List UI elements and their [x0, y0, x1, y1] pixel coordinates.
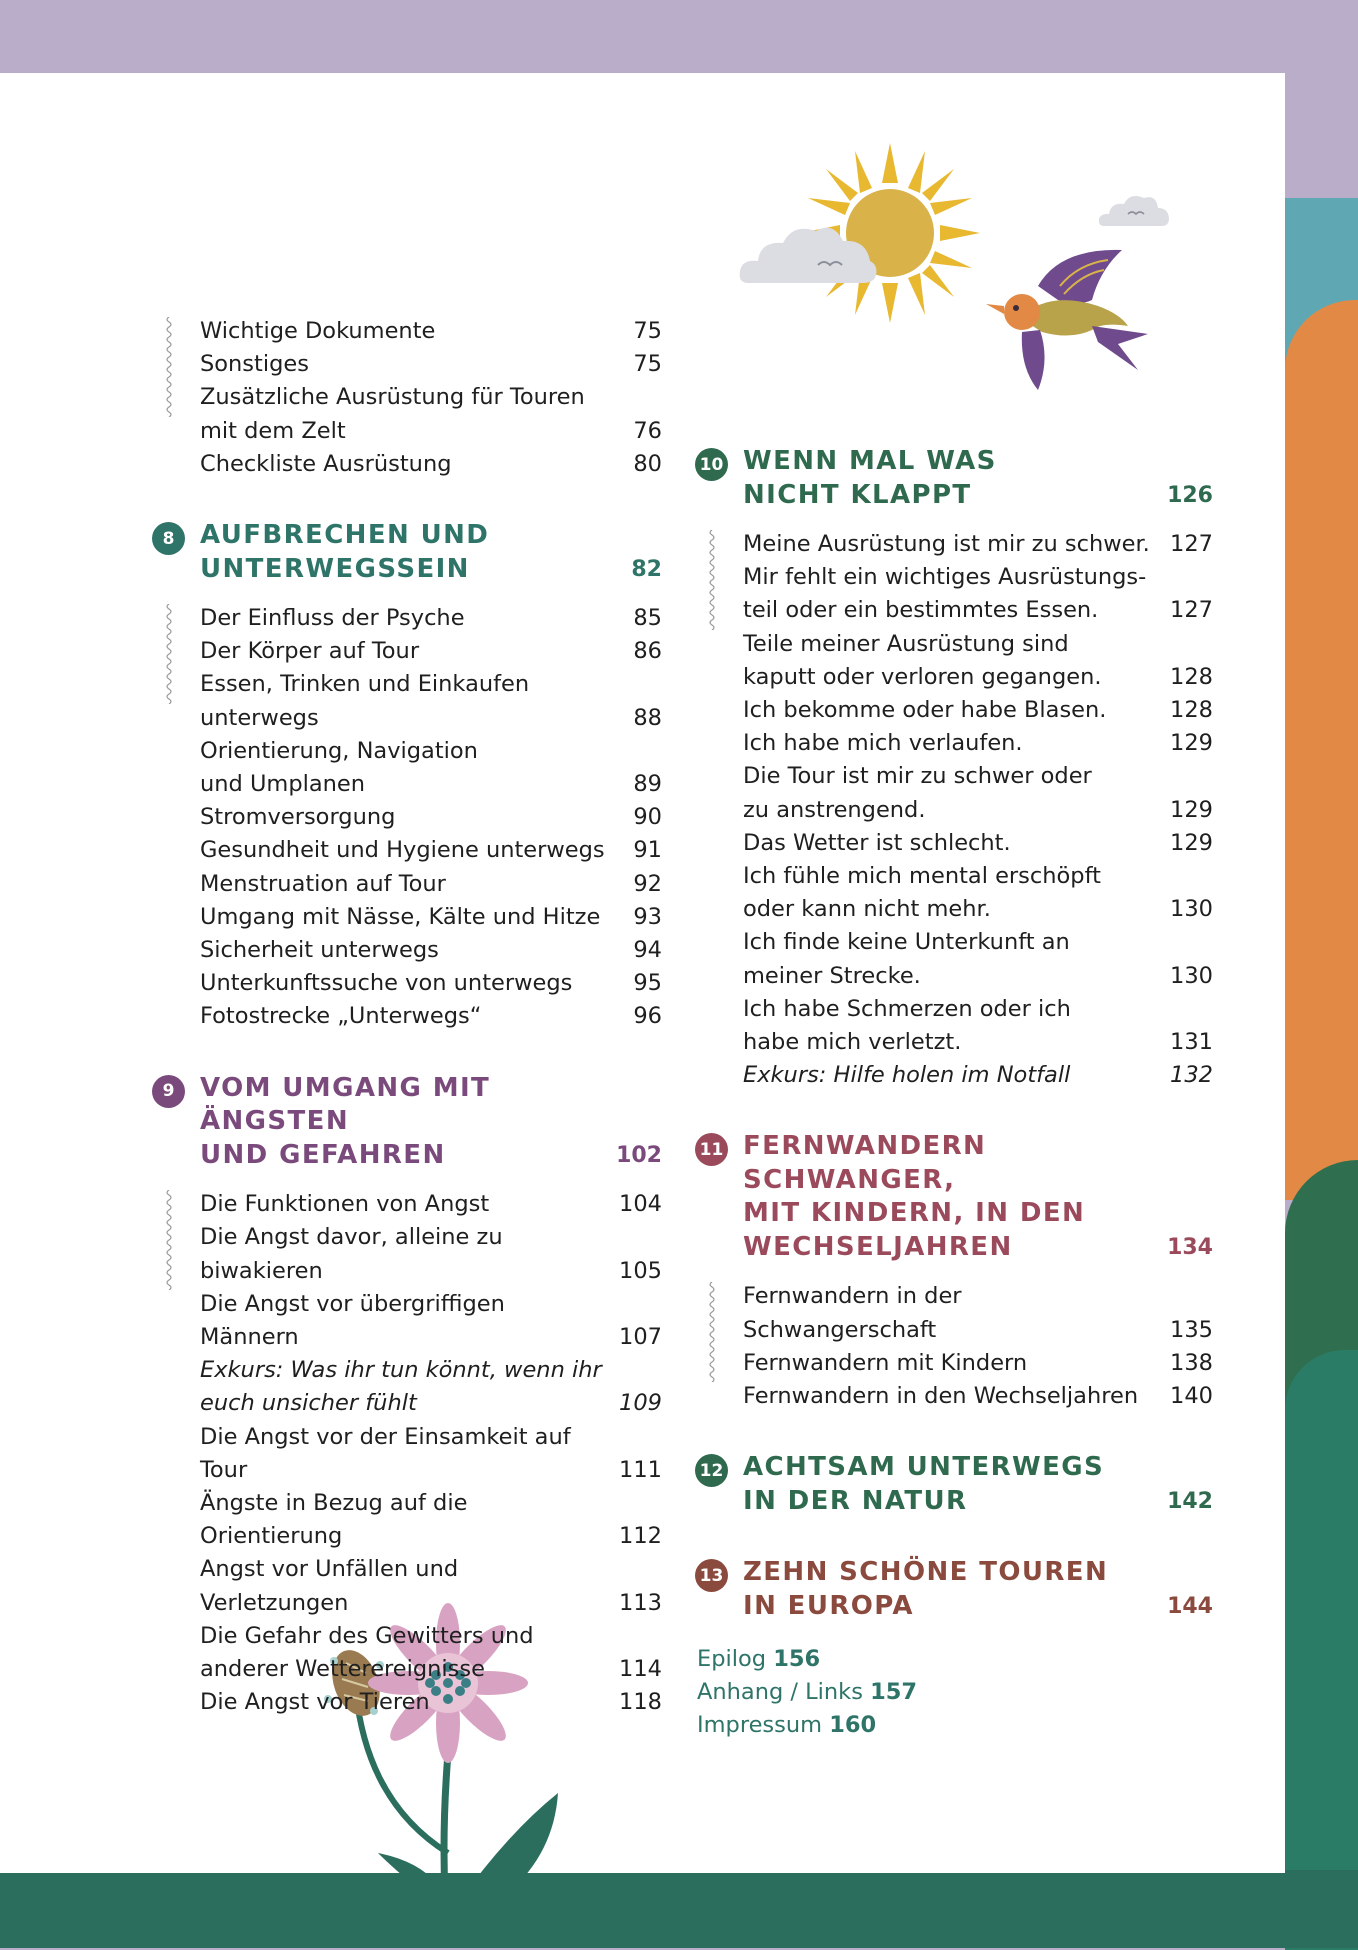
- chapter-title: ZEHN SCHÖNE TOUREN IN EUROPA: [743, 1557, 1109, 1621]
- toc-entry-page: 95: [633, 970, 662, 997]
- toc-entry[interactable]: [743, 1059, 1213, 1092]
- toc-entry-title: Ich habe Schmerzen oder ich habe mich verletzt.: [743, 995, 1071, 1056]
- toc-entry-page: 76: [633, 417, 662, 444]
- toc-entry-title: Die Angst vor Tieren: [200, 1689, 430, 1716]
- chapter-number-badge: 10: [695, 448, 728, 481]
- toc-entry-page: 113: [619, 1589, 662, 1616]
- toc-entry[interactable]: [200, 381, 662, 447]
- cloud-icon: [738, 213, 878, 288]
- toc-entry-title: Sicherheit unterwegs: [200, 937, 439, 964]
- toc-entry-page: 75: [633, 318, 662, 344]
- background-orange-band: [1285, 300, 1358, 1200]
- toc-entry-page: 105: [619, 1257, 662, 1284]
- toc-entry[interactable]: [200, 934, 662, 967]
- toc-entry-title: Orientierung, Navigation und Umplanen: [200, 737, 478, 798]
- toc-entry[interactable]: [200, 668, 662, 734]
- wavy-line: [707, 530, 717, 630]
- toc-entry-page: 138: [1170, 1349, 1213, 1376]
- toc-entry[interactable]: [743, 561, 1213, 627]
- toc-entry-page: 107: [619, 1323, 662, 1350]
- toc-entry-page: 130: [1170, 896, 1213, 923]
- toc-entry[interactable]: [200, 1686, 662, 1719]
- toc-entry-list: [150, 1188, 662, 1719]
- toc-entry-page: 96: [633, 1003, 662, 1030]
- toc-entry-page: 90: [633, 804, 662, 831]
- extra-page: 160: [829, 1712, 877, 1739]
- toc-entry[interactable]: [200, 735, 662, 801]
- toc-extras: [697, 1643, 917, 1743]
- toc-entry-title: Essen, Trinken und Einkaufen unterwegs: [200, 671, 530, 731]
- toc-entry-list: [693, 528, 1213, 1092]
- extra-label: Impressum: [697, 1712, 823, 1739]
- toc-entry[interactable]: [200, 1288, 662, 1354]
- toc-entry-page: 104: [619, 1191, 662, 1218]
- toc-entry-title: Die Tour ist mir zu schwer oder zu anstrengend.: [743, 763, 1092, 823]
- toc-entry[interactable]: [743, 760, 1213, 826]
- toc-entry-title: Gesundheit und Hygiene unterwegs: [200, 837, 605, 864]
- toc-entry-page: 118: [619, 1689, 662, 1716]
- toc-entry-list: [693, 1280, 1213, 1413]
- toc-entry-page: 140: [1170, 1383, 1213, 1410]
- toc-entry[interactable]: [743, 727, 1213, 760]
- toc-entry-title: Stromversorgung: [200, 804, 396, 831]
- chapter-number-badge: 8: [152, 522, 185, 555]
- toc-entry-title: Ich finde keine Unterkunft an meiner Strecke.: [743, 929, 1070, 989]
- toc-entry-title: Angst vor Unfällen und Verletzungen: [200, 1556, 459, 1616]
- toc-entry[interactable]: [200, 1188, 662, 1221]
- toc-entry-page: 111: [619, 1456, 662, 1483]
- bird-icon: [980, 248, 1155, 393]
- chapter-title: VOM UMGANG MIT ÄNGSTEN UND GEFAHREN: [200, 1072, 491, 1170]
- chapter-title: WENN MAL WAS NICHT KLAPPT: [743, 446, 997, 510]
- toc-entry-title: Die Gefahr des Gewitters und anderer Wetterereignisse: [200, 1622, 534, 1682]
- wavy-line: [164, 317, 174, 417]
- wavy-line: [707, 1282, 717, 1382]
- toc-entry-title: Ich habe mich verlaufen.: [743, 730, 1023, 757]
- toc-entry-title: Ich fühle mich mental erschöpft oder kann nicht mehr.: [743, 863, 1101, 923]
- chapter-page: 144: [1167, 1593, 1213, 1619]
- toc-entry[interactable]: [200, 315, 662, 348]
- toc-entry-title: Die Funktionen von Angst: [200, 1191, 490, 1218]
- chapter-page: 82: [631, 556, 662, 582]
- toc-entry-list: [150, 602, 662, 1034]
- toc-entry[interactable]: [200, 1487, 662, 1553]
- toc-entry-page: 92: [633, 870, 662, 897]
- toc-right-column: [693, 445, 1213, 1639]
- toc-entry-title: Der Körper auf Tour: [200, 638, 420, 665]
- chapter-number-badge: 13: [695, 1559, 728, 1592]
- toc-entry[interactable]: [743, 993, 1213, 1059]
- toc-entry-page: 132: [1170, 1062, 1213, 1089]
- toc-entry-title: Das Wetter ist schlecht.: [743, 829, 1011, 856]
- toc-entry-title: Meine Ausrüstung ist mir zu schwer.: [743, 531, 1150, 557]
- toc-entry[interactable]: [200, 868, 662, 901]
- toc-entry-title: Fernwandern mit Kindern: [743, 1349, 1028, 1376]
- toc-entry-page: 75: [633, 351, 662, 378]
- toc-entry[interactable]: [743, 1280, 1213, 1346]
- toc-entry[interactable]: [200, 1354, 662, 1420]
- chapter-heading-8[interactable]: [150, 519, 662, 586]
- toc-entry-page: 89: [633, 771, 662, 798]
- toc-entry-title: Sonstiges: [200, 351, 309, 378]
- toc-entry[interactable]: [200, 1221, 662, 1287]
- toc-entry-title: Fernwandern in der Schwangerschaft: [743, 1283, 962, 1343]
- chapter-heading-11[interactable]: [693, 1130, 1213, 1264]
- toc-entry-page: 127: [1170, 597, 1213, 624]
- toc-entry-title: Fernwandern in den Wechseljahren: [743, 1383, 1139, 1410]
- toc-entry-title: Wichtige Dokumente: [200, 318, 436, 344]
- chapter-heading-13[interactable]: [693, 1556, 1213, 1623]
- chapter-title: FERNWANDERN SCHWANGER, MIT KINDERN, IN DEN WECHSELJAHREN: [743, 1131, 1086, 1262]
- toc-entry-page: 135: [1170, 1316, 1213, 1343]
- extra-label: Epilog: [697, 1646, 767, 1672]
- toc-entry-page: 86: [633, 638, 662, 665]
- wavy-line: [164, 1190, 174, 1290]
- toc-entry[interactable]: [200, 967, 662, 1000]
- toc-entry-page: 109: [619, 1390, 662, 1417]
- toc-entry-title: Zusätzliche Ausrüstung für Touren mit dem Zelt: [200, 384, 585, 444]
- extra-entry[interactable]: [697, 1643, 917, 1676]
- toc-entry[interactable]: [200, 1421, 662, 1487]
- chapter-number-badge: 12: [695, 1454, 728, 1487]
- toc-entry-title: Teile meiner Ausrüstung sind kaputt oder verloren gegangen.: [743, 630, 1102, 690]
- toc-entry-page: 88: [633, 704, 662, 731]
- extra-label: Anhang / Links: [697, 1679, 863, 1706]
- toc-entry-page: 93: [633, 903, 662, 930]
- toc-entry-page: 130: [1170, 962, 1213, 989]
- toc-entry[interactable]: [743, 528, 1213, 561]
- toc-entry[interactable]: [743, 827, 1213, 860]
- toc-entry[interactable]: [200, 602, 662, 635]
- chapter-number-badge: 9: [152, 1075, 185, 1108]
- chapter-heading-12[interactable]: [693, 1451, 1213, 1518]
- toc-entry-page: 128: [1170, 697, 1213, 724]
- toc-entry[interactable]: [743, 926, 1213, 992]
- toc-entry[interactable]: [200, 448, 662, 481]
- background-bottom-band: [0, 1870, 1358, 1948]
- toc-entry[interactable]: [743, 628, 1213, 694]
- toc-entry-title: Umgang mit Nässe, Kälte und Hitze: [200, 903, 601, 930]
- chapter-page: 134: [1167, 1234, 1213, 1260]
- toc-entry-page: 129: [1170, 730, 1213, 757]
- toc-entry-title: Exkurs: Was ihr tun könnt, wenn ihr euch unsicher fühlt: [200, 1357, 602, 1417]
- extra-entry[interactable]: [697, 1676, 917, 1709]
- toc-entry[interactable]: [200, 348, 662, 381]
- chapter-heading-10[interactable]: [693, 445, 1213, 512]
- toc-entry[interactable]: [200, 1620, 662, 1686]
- chapter-title: ACHTSAM UNTERWEGS IN DER NATUR: [743, 1452, 1105, 1516]
- background-teal-hill: [1285, 1350, 1358, 1950]
- toc-entry[interactable]: [200, 1553, 662, 1619]
- chapter-page: 102: [616, 1142, 662, 1168]
- toc-entry-title: Der Einfluss der Psyche: [200, 605, 465, 632]
- toc-entry-title: Die Angst vor übergriffigen Männern: [200, 1290, 505, 1350]
- toc-entry[interactable]: [200, 1000, 662, 1033]
- toc-entry[interactable]: [743, 860, 1213, 926]
- toc-entry-page: 94: [633, 937, 662, 964]
- toc-entry-title: Fotostrecke „Unterwegs“: [200, 1003, 482, 1030]
- chapter-number-badge: 11: [695, 1133, 728, 1166]
- chapter-heading-9[interactable]: [150, 1072, 662, 1173]
- toc-entry[interactable]: [200, 834, 662, 867]
- toc-entry-page: 114: [619, 1656, 662, 1682]
- toc-entry-list: [150, 315, 662, 481]
- toc-entry-title: Unterkunftssuche von unterwegs: [200, 970, 573, 997]
- toc-entry-page: 131: [1170, 1029, 1213, 1056]
- toc-entry-title: Die Angst vor der Einsamkeit auf Tour: [200, 1423, 571, 1483]
- extra-entry[interactable]: [697, 1709, 917, 1742]
- toc-entry-page: 91: [633, 837, 662, 864]
- chapter-page: 142: [1167, 1488, 1213, 1514]
- toc-entry-page: 112: [619, 1523, 662, 1550]
- extra-page: 156: [773, 1646, 821, 1672]
- toc-left-column: [150, 315, 662, 1719]
- toc-entry[interactable]: [200, 901, 662, 934]
- toc-entry-title: Checkliste Ausrüstung: [200, 450, 452, 477]
- toc-entry[interactable]: [743, 1347, 1213, 1380]
- toc-entry-title: Ängste in Bezug auf die Orientierung: [200, 1489, 468, 1550]
- toc-entry-title: Die Angst davor, alleine zu biwakieren: [200, 1224, 503, 1284]
- chapter-page: 126: [1167, 482, 1213, 508]
- chapter-title: AUFBRECHEN UND UNTERWEGSSEIN: [200, 520, 490, 584]
- cloud-icon: [1098, 188, 1170, 228]
- toc-entry-page: 80: [633, 450, 662, 477]
- wavy-line: [164, 604, 174, 704]
- toc-entry[interactable]: [200, 801, 662, 834]
- toc-entry-page: 129: [1170, 829, 1213, 856]
- toc-entry-title: Menstruation auf Tour: [200, 870, 446, 897]
- toc-entry[interactable]: [743, 1380, 1213, 1413]
- toc-entry-page: 129: [1170, 796, 1213, 823]
- toc-entry-title: Ich bekomme oder habe Blasen.: [743, 697, 1107, 724]
- toc-entry[interactable]: [200, 635, 662, 668]
- toc-entry-title: Exkurs: Hilfe holen im Notfall: [743, 1062, 1071, 1089]
- toc-entry-page: 127: [1170, 531, 1213, 557]
- toc-entry-page: 128: [1170, 663, 1213, 690]
- toc-entry-page: 85: [633, 605, 662, 632]
- toc-entry[interactable]: [743, 694, 1213, 727]
- extra-page: 157: [870, 1679, 918, 1706]
- toc-entry-title: Mir fehlt ein wichtiges Ausrüstungs- teil oder ein bestimmtes Essen.: [743, 564, 1147, 624]
